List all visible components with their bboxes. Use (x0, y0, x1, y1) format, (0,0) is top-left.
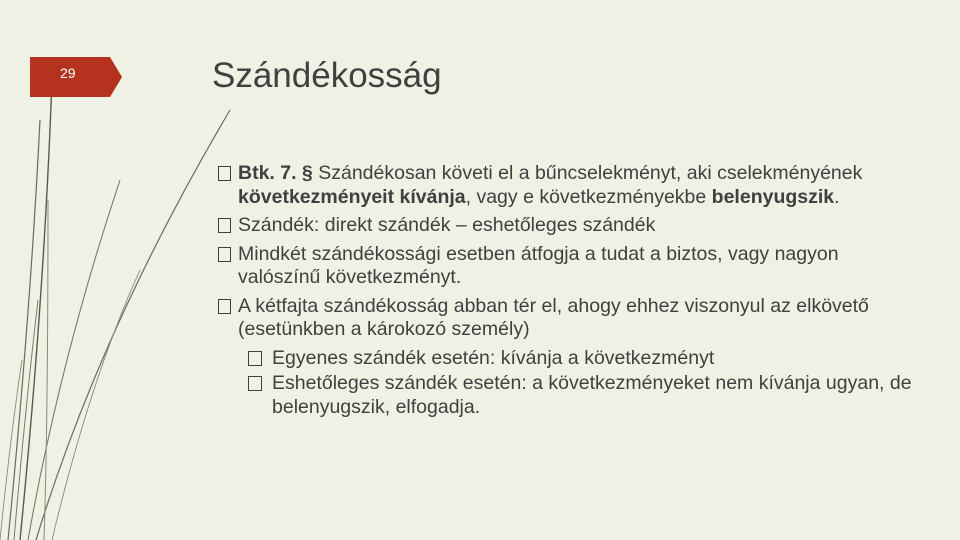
sub-list-item: Eshetőleges szándék esetén: a következményeket nem kívánja ugyan, de belenyugszik, elfogadja. (248, 372, 918, 419)
square-bullet-icon (218, 218, 231, 233)
sub-list-item: Egyenes szándék esetén: kívánja a következményt (248, 347, 918, 371)
square-bullet-icon (218, 299, 231, 314)
square-bullet-icon (218, 247, 231, 262)
list-item: Szándék: direkt szándék – eshetőleges szándék (218, 214, 918, 238)
list-item: Btk. 7. § Szándékosan követi el a bűncselekményt, aki cselekményének következményeit kívánja, vagy e következményekbe belenyugszik. (218, 162, 918, 209)
square-bullet-icon (248, 351, 262, 366)
square-bullet-icon (218, 166, 231, 181)
square-bullet-icon (248, 376, 262, 391)
slide-number: 29 (60, 65, 76, 81)
content-list (218, 162, 918, 421)
slide-title: Szándékosság (212, 56, 442, 95)
list-item: Mindkét szándékossági esetben átfogja a tudat a biztos, vagy nagyon valószínű következményt. (218, 243, 918, 290)
list-item: A kétfajta szándékosság abban tér el, ahogy ehhez viszonyul az elkövető (esetünkben a károkozó személy) (218, 295, 918, 342)
